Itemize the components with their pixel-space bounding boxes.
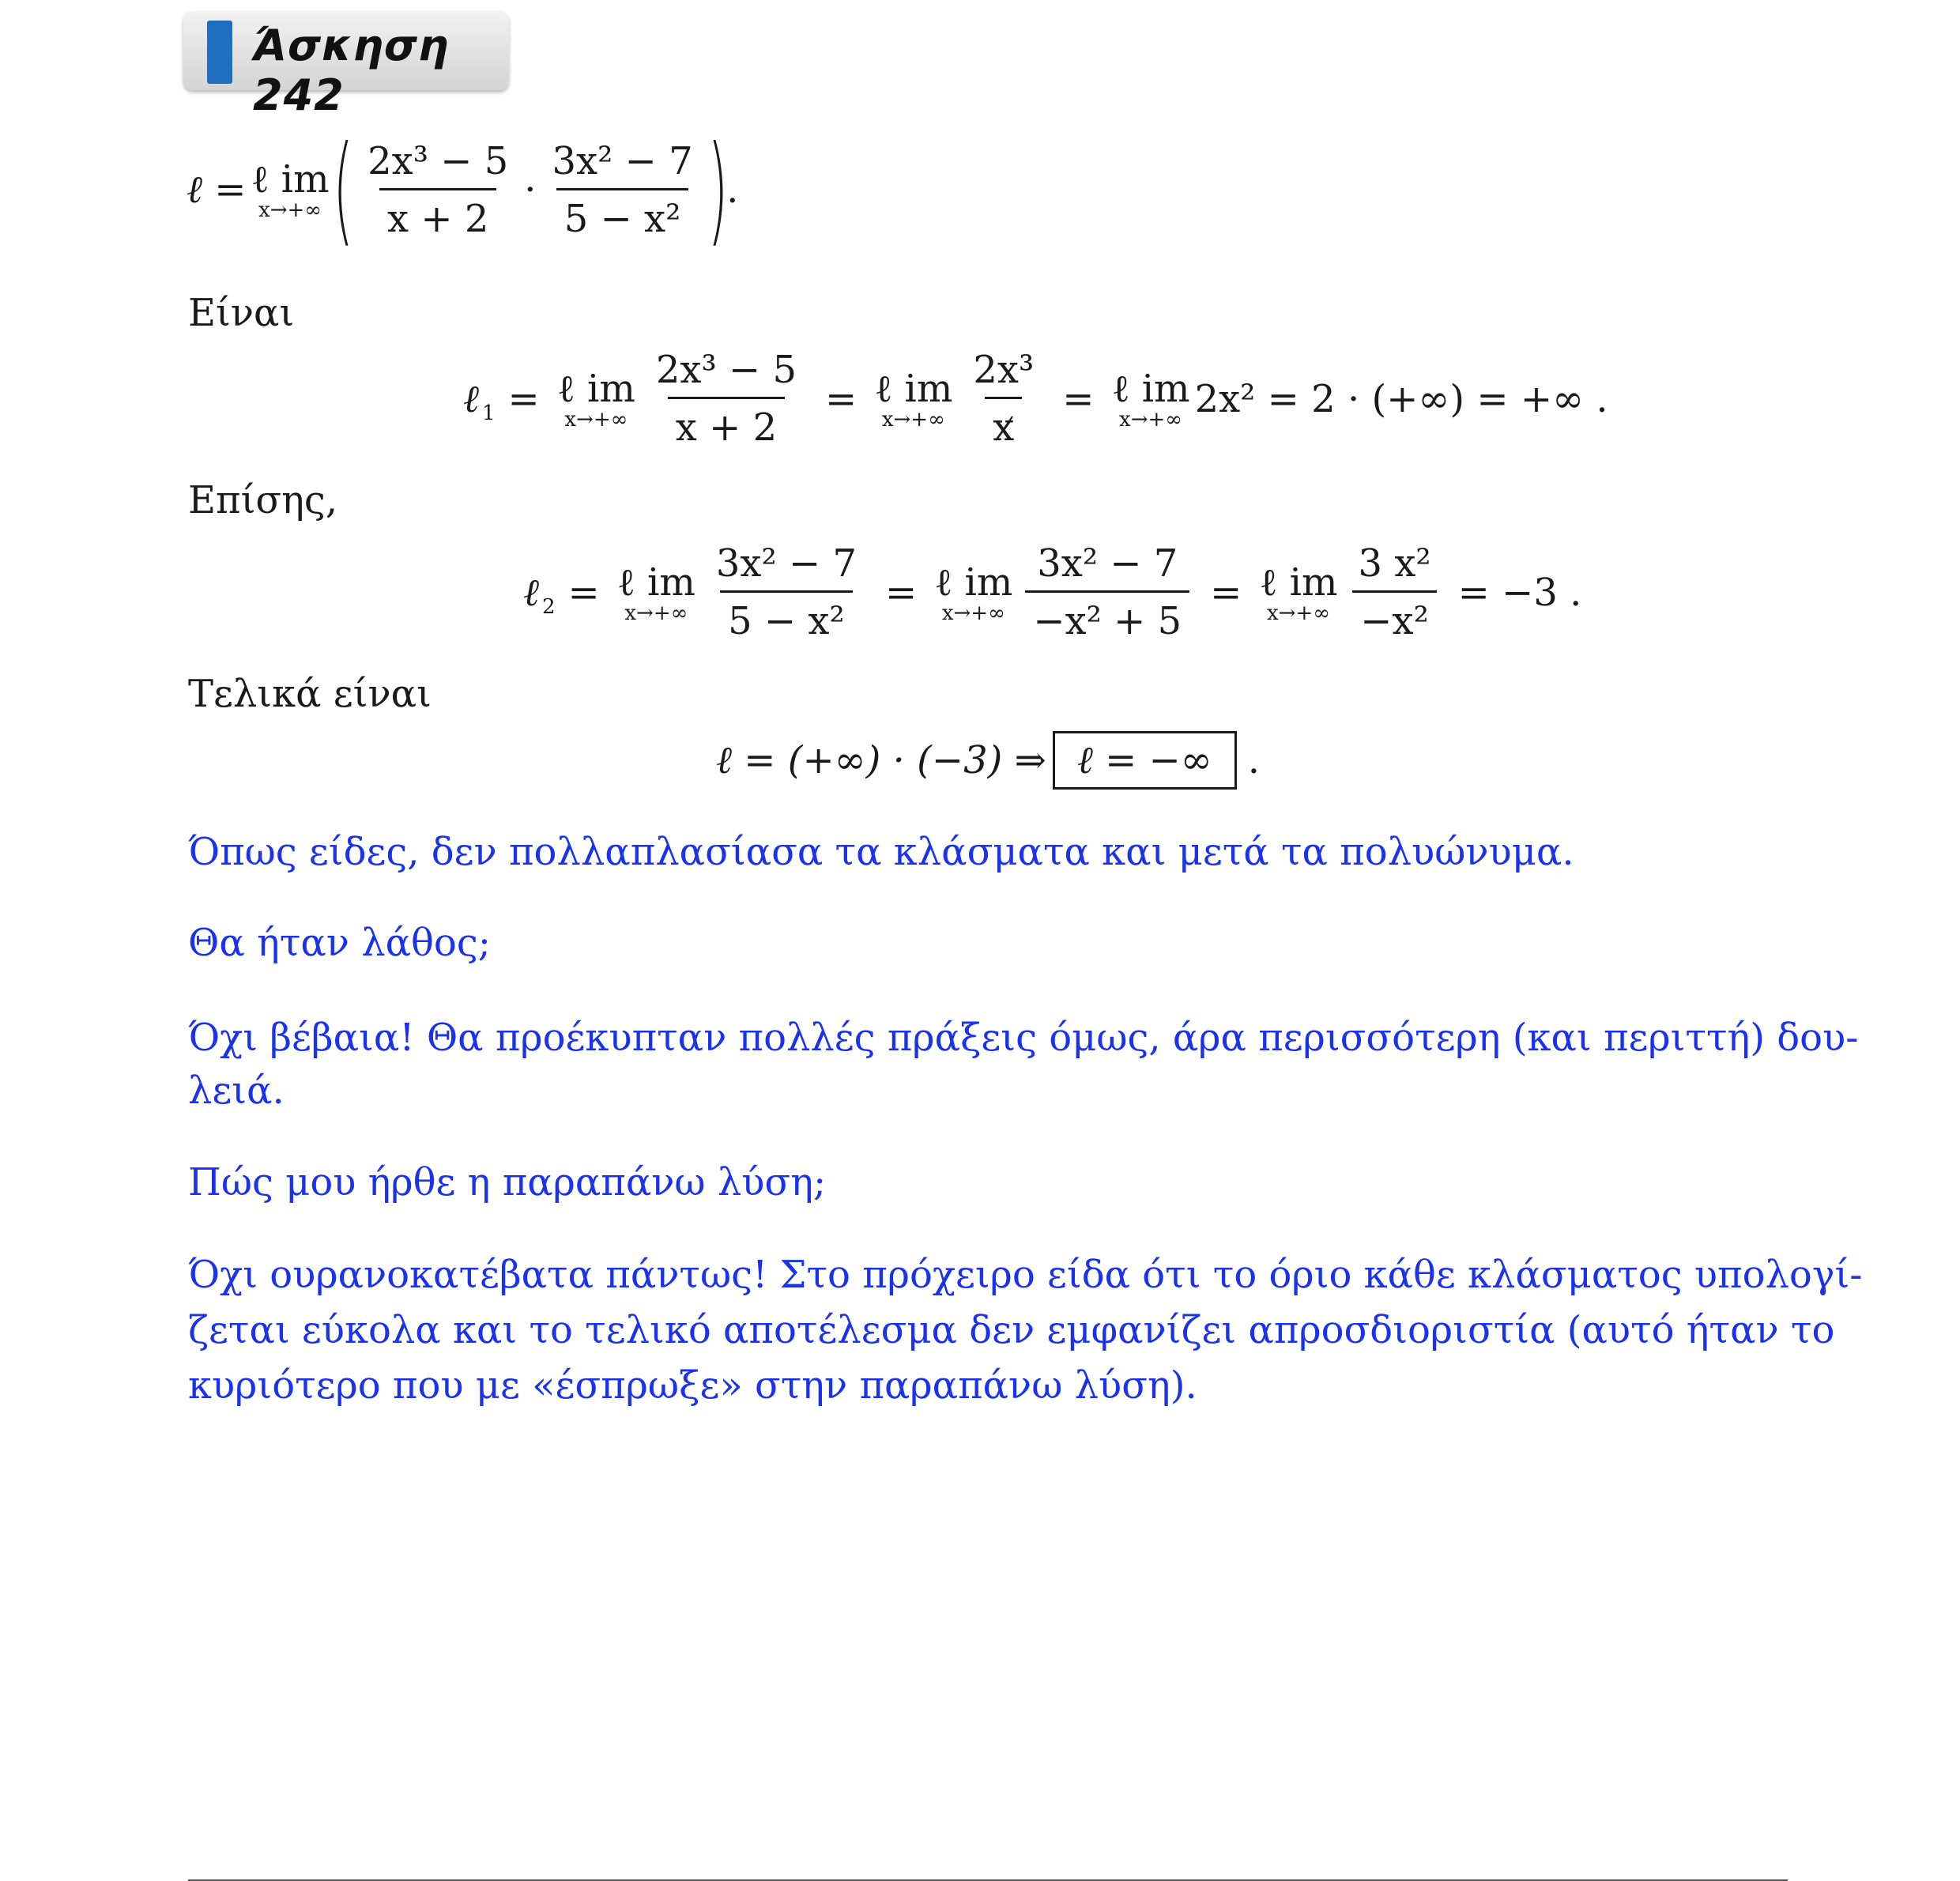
lim-subscript: x→+∞ xyxy=(941,601,1005,625)
numerator: 3x² − 7 xyxy=(552,138,693,183)
lim-label: ℓ im xyxy=(1111,366,1190,411)
subscript-index: 2 xyxy=(542,594,556,619)
ell-symbol: ℓ xyxy=(463,376,479,421)
lim-subscript: x→+∞ xyxy=(881,407,945,432)
period: . xyxy=(726,168,739,212)
cancelled-term: x xyxy=(993,405,1015,450)
comment-5-line-2: ζεται εύκολα και το τελικό αποτέλεσμα δεν εμφανίζει απροσδιοριστία (αυτό ήταν το xyxy=(188,1308,1835,1352)
exercise-title-tab xyxy=(183,11,509,120)
denominator: x + 2 xyxy=(668,397,785,450)
fraction-l2 xyxy=(708,541,865,643)
comment-4: Πώς μου ήρθε η παραπάνω λύση; xyxy=(188,1160,827,1204)
denominator: −x² xyxy=(1352,590,1437,643)
main-equation xyxy=(187,121,739,258)
equals-sign: = xyxy=(567,570,600,615)
comment-5-line-1: Όχι ουρανοκατέβατα πάντως! Στο πρόχειρο είδα ότι το όριο κάθε κλάσματος υπολογί- xyxy=(188,1253,1863,1297)
limit-operator xyxy=(251,157,329,222)
equals-sign: = xyxy=(1062,376,1095,421)
denominator: 5 − x² xyxy=(720,590,853,643)
numerator: 3 x² xyxy=(1358,541,1431,586)
final-equation xyxy=(716,731,1260,790)
text-telika: Τελικά είναι xyxy=(188,672,432,716)
equals-sign: = xyxy=(507,376,540,421)
numerator: 3x² − 7 xyxy=(715,541,858,586)
fraction-1 xyxy=(360,139,516,241)
limit-operator xyxy=(874,367,952,432)
numerator: 3x² − 7 xyxy=(1037,541,1178,586)
lim-subscript: x→+∞ xyxy=(1119,407,1182,432)
limit-operator xyxy=(1259,560,1337,625)
comment-3-line-1: Όχι βέβαια! Θα προέκυπταν πολλές πράξεις όμως, άρα περισσότερη (και περιττή) δου- xyxy=(188,1016,1859,1060)
numerator: 2x³ xyxy=(973,348,1035,392)
period: . xyxy=(1247,738,1261,782)
lim-label: ℓ im xyxy=(556,366,635,411)
equals-sign: = xyxy=(1210,570,1242,615)
denominator: −x² + 5 xyxy=(1025,590,1189,643)
comment-3-line-2: λειά. xyxy=(188,1069,285,1113)
limit-operator xyxy=(934,560,1012,625)
subscript-index: 1 xyxy=(482,401,496,425)
final-lhs: ℓ = (+∞) · (−3) ⇒ xyxy=(716,738,1046,782)
left-paren: ( xyxy=(332,121,354,258)
simplified-fraction xyxy=(965,348,1042,450)
boxed-result: ℓ = −∞ xyxy=(1053,731,1237,790)
denominator xyxy=(985,397,1022,450)
lim-subscript: x→+∞ xyxy=(258,198,322,222)
limit-operator xyxy=(1111,367,1189,432)
fraction-l1 xyxy=(648,348,805,450)
numerator: 2x³ − 5 xyxy=(655,348,797,392)
numerator: 2x³ − 5 xyxy=(368,138,509,183)
lim-subscript: x→+∞ xyxy=(624,601,688,625)
text-episis: Επίσης, xyxy=(188,478,338,522)
denominator: 5 − x² xyxy=(556,188,689,241)
lim-label: ℓ im xyxy=(616,560,695,605)
result-tail: = −3 . xyxy=(1457,570,1582,615)
l2-equation xyxy=(523,541,1581,643)
right-paren: ) xyxy=(707,121,729,258)
l1-equation xyxy=(463,348,1608,450)
comment-2: Θα ήταν λάθος; xyxy=(188,921,491,965)
exercise-title: Άσκηση 242 xyxy=(253,21,450,120)
denominator: x + 2 xyxy=(379,188,496,241)
lim-label: ℓ im xyxy=(251,157,330,202)
title-accent-bar xyxy=(207,21,232,84)
lim-label: ℓ im xyxy=(874,366,953,411)
cancelled-fraction xyxy=(1351,541,1439,643)
lim-subscript: x→+∞ xyxy=(564,407,628,432)
equals-sign: = xyxy=(885,570,918,615)
ell-symbol: ℓ xyxy=(523,570,539,615)
comment-5-line-3: κυριότερο που με «έσπρωξε» στην παραπάνω λύση). xyxy=(188,1363,1197,1408)
lim-label: ℓ im xyxy=(1259,560,1338,605)
limit-operator xyxy=(617,560,695,625)
ell-equals: ℓ = xyxy=(187,168,247,212)
fraction-2 xyxy=(545,139,701,241)
limit-operator xyxy=(557,367,635,432)
lim-subscript: x→+∞ xyxy=(1267,601,1330,625)
dot-operator: · xyxy=(524,168,537,212)
comment-1: Όπως είδες, δεν πολλαπλασίασα τα κλάσματα και μετά τα πολυώνυμα. xyxy=(188,830,1574,874)
text-einai: Είναι xyxy=(188,291,295,335)
result-tail: 2x² = 2 · (+∞) = +∞ . xyxy=(1194,376,1608,421)
equals-sign: = xyxy=(825,376,858,421)
rewritten-fraction xyxy=(1025,541,1189,643)
lim-label: ℓ im xyxy=(934,560,1013,605)
